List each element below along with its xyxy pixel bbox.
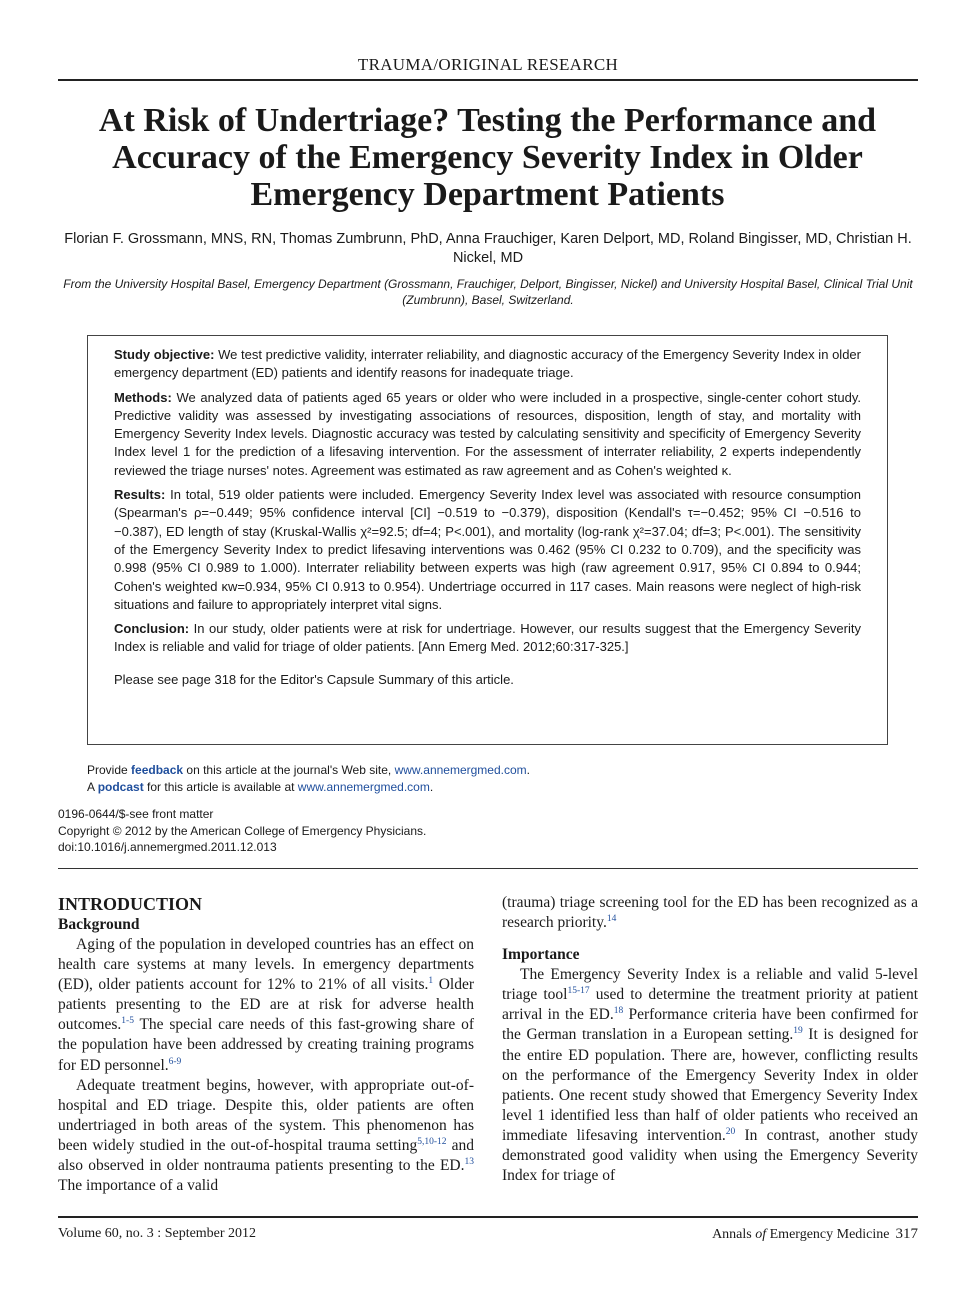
doi: doi:10.1016/j.annemergmed.2011.12.013 [58,840,277,854]
abstract-conclusion [114,620,861,657]
abstract-methods [114,389,861,480]
article-meta [58,806,426,856]
paragraph: (trauma) triage screening tool for the ED has been recognized as a research priority.$^{14}$ [502,894,918,932]
intro-heading: INTRODUCTION [58,894,203,914]
conclusion-text: In our study, older patients were at risk for undertriage. However, our results suggest that the Emergency Severity Index is reliable and valid for triage of older patients. [Ann Emerg Med. 2012;60:317-325.] [114,621,861,655]
background-heading: Background [58,916,140,933]
author-list: Florian F. Grossmann, MNS, RN, Thomas Zumbrunn, PhD, Anna Frauchiger, Karen Delport, MD, Roland Bingisser, MD, Christian H. Nickel, MD [64,231,912,266]
citation-ref[interactable]: 18 [613,1006,624,1017]
journal-site-link[interactable]: www.annemergmed.com [394,763,527,777]
paragraph: Adequate treatment begins, however, with appropriate out-of-hospital and ED triage. Despite this, older patients are often undertriaged in both areas of the system. This phenomenon has been widely studied in the out-of-hospital trauma setting$^{5,10-12}$ and also observed in older nontrauma patients presenting to the ED.$^{13}$ The importance of a valid [58,1076,474,1195]
page-number: 317 [895,1226,918,1242]
podcast-line: A podcast for this article is available at www.annemergmed.com. [87,780,434,794]
methods-text: We analyzed data of patients aged 65 years or older who were included in a prospective, single-center cohort study. Predictive validity was assessed by investigating associations of resources, disposition, length of stay, and mortality with Emergency Severity Index levels. Diagnostic accuracy was tested by calculating sensitivity and specificity of Emergency Severity Index level 1 for the prediction of a lifesaving intervention. For the assessment of interrater reliability, 2 experts independently reviewed the triage nurses' notes. Agreement was estimated as raw agreement and as Cohen's weighted κ. [114,389,861,478]
footer-rule [58,1216,918,1218]
results-label: Results: [114,487,166,503]
citation-ref[interactable]: 5,10-12 [417,1136,447,1147]
importance-heading: Importance [502,946,580,964]
methods-label: Methods: [114,389,172,405]
right-column [502,893,918,1186]
article-title: At Risk of Undertriage? Testing the Performance and Accuracy of the Emergency Severity Index in Older Emergency Department Patients [98,102,877,213]
abstract-results [114,486,861,614]
issn: 0196-0644/$-see front matter [58,807,214,821]
paragraph: The Emergency Severity Index is a reliable and valid 5-level triage tool$^{15-17}$ used to determine the treatment priority at patient arrival in the ED.$^{18}$ Performance criteria have been confirmed for the German translation in a European setting.$^{19}$ It is designed for the entire ED population. There are, however, conflicting results on the performance of the Emergency Severity Index in older patients. One recent study showed that Emergency Severity Index level 1 identified less than half of older patients who received an immediate lifesaving intervention.$^{20}$ In contrast, another study demonstrated good validity when using the Emergency Severity Index for triage of [502,966,918,1185]
abstract-box [87,335,888,745]
conclusion-label: Conclusion: [114,621,190,637]
objective-label: Study objective: [114,347,215,362]
body-rule [58,868,918,869]
citation-ref[interactable]: 14 [606,913,617,924]
volume-info: Volume 60, no. 3 : September 2012 [58,1226,257,1241]
citation-ref[interactable]: 1 [428,976,434,987]
citation-ref[interactable]: 1-5 [121,1016,134,1027]
citation-ref[interactable]: 20 [725,1126,736,1137]
feedback-link[interactable]: feedback [131,763,184,777]
podcast-link[interactable]: podcast [97,780,144,794]
paragraph: Aging of the population in developed countries has an effect on health care systems at many levels. In emergency departments (ED), older patients account for 12% to 21% of all visits.$^1$ Older patients presenting to the ED are at risk for adverse health outcomes.$^{1-5}$ The special care needs of this fast-growing share of the population have been addressed by creating training programs for ED personnel.$^{6-9}$ [58,936,474,1074]
abstract-objective [114,346,861,383]
left-column [58,893,474,1196]
results-text: In total, 519 older patients were included. Emergency Severity Index level was associated with resource consumption (Spearman's ρ=−0.449; 95% confidence interval [CI] −0.519 to −0.379), disposition (Kendall's τ=−0.452; 95% CI −0.516 to −0.387), ED length of stay (Kruskal-Wallis χ²=92.5; df=4; P<.001), and mortality (log-rank χ²=37.04; df=3; P<.001). The sensitivity of the Emergency Severity Index to predict lifesaving interventions was 0.462 (95% CI 0.232 to 0.709), and the specificity was 0.998 (95% CI 0.989 to 1.000). Interrater reliability between experts was high (raw agreement 0.917, 95% CI 0.894 to 0.944; Cohen's weighted κw=0.934, 95% CI 0.913 to 0.954). Undertriage occurred in 117 cases. Main reasons were neglect of high-risk situations and failure to appropriately interpret vital signs. [114,487,861,612]
journal-name: Annals of Emergency Medicine 317 [712,1226,918,1242]
podcast-site-link[interactable]: www.annemergmed.com [297,780,430,794]
feedback-line: Provide feedback on this article at the journal's Web site, www.annemergmed.com. [87,763,530,777]
citation-ref[interactable]: 13 [464,1156,474,1167]
feedback-notes [87,762,530,796]
copyright: Copyright © 2012 by the American College of Emergency Physicians. [58,823,427,838]
affiliation: From the University Hospital Basel, Emergency Department (Grossmann, Frauchiger, Delport, Bingisser, Nickel) and University Hospital Basel, Clinical Trial Unit (Zumbrunn), Basel, Switzerland. [63,277,913,307]
objective-text: We test predictive validity, interrater reliability, and diagnostic accuracy of the Emergency Severity Index in older emergency department (ED) patients and identify reasons for inadequate triage. [114,347,861,381]
section-label: TRAUMA/ORIGINAL RESEARCH [357,55,619,74]
citation-ref[interactable]: 6-9 [168,1056,182,1067]
capsule-note: Please see page 318 for the Editor's Capsule Summary of this article. [114,671,514,687]
header-rule [58,79,918,81]
citation-ref[interactable]: 15-17 [567,986,590,997]
citation-ref[interactable]: 19 [793,1026,803,1037]
